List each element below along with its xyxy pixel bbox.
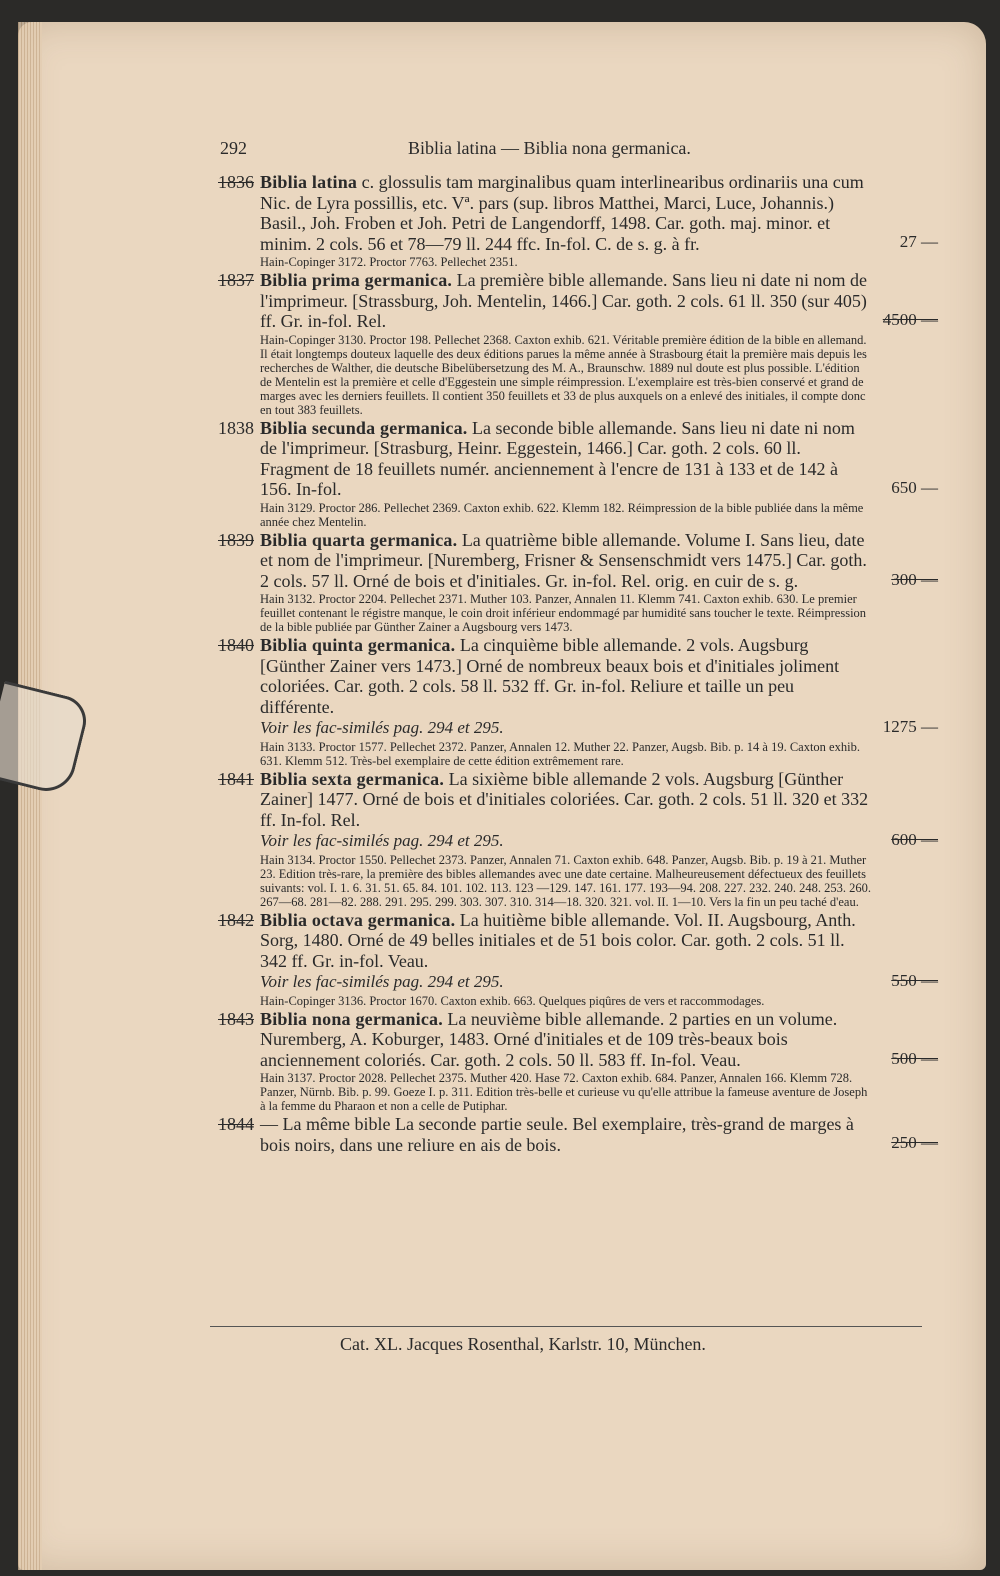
entry-number: 1840 <box>218 635 254 655</box>
entry-description: La sixième bible allemande 2 vols. Augsburg [Günther Zainer] 1477. Orné de bois et d'initiales coloriées. Car. goth. 2 cols. 51 ll. 320 et 332 ff. In-fol. Rel. <box>260 768 869 830</box>
entry-number: 1841 <box>218 768 254 789</box>
catalog-entry <box>218 1009 938 1114</box>
entry-price: 300 — <box>891 569 938 589</box>
entry-title: Biblia sexta germanica. <box>260 768 445 789</box>
catalog-entry <box>218 418 938 529</box>
entry-title: Biblia secunda germanica. <box>260 417 468 438</box>
catalog-entry <box>218 769 938 909</box>
entry-title: Biblia prima germanica. <box>260 270 453 290</box>
entry-number: 1843 <box>218 1008 254 1029</box>
entry-facsimile-note: Voir les fac-similés pag. 294 et 295. <box>260 831 504 850</box>
entry-title: Biblia quarta germanica. <box>260 529 458 550</box>
entry-price: 600 — <box>891 829 938 849</box>
entries-list <box>218 172 938 1155</box>
entry-text <box>260 418 872 500</box>
entry-number: 1842 <box>218 909 254 930</box>
entry-price: 250 — <box>891 1133 938 1152</box>
entry-references: Hain 3132. Proctor 2204. Pellechet 2371. Muther 103. Panzer, Annalen 11. Klemm 741. Caxton exhib. 630. Le premier feuillet contenant le régistre manque, le coin droit inférieur endommagé par humidité sans toucher le texte. Réimpression de la bible publiée par Günther Zainer a Augsbourg vers 1473. <box>260 592 867 634</box>
entry-references: Hain 3129. Proctor 286. Pellechet 2369. Caxton exhib. 622. Klemm 182. Réimpression de la bible publiée dans la même année chez Mentelin. <box>260 500 864 529</box>
entry-text <box>260 635 872 739</box>
entry-description: c. glossulis tam marginalibus quam interlinearibus ordinariis una cum Nic. de Lyra possillis, etc. Vª. pars (sup. libros Matthei, Marci, Luce, Johannis.) Basil., Joh. Froben et Joh. Petri de Langendorff, 1498. Car. goth. maj. minor. et minim. 2 cols. 56 et 78—79 ll. 244 ffc. In-fol. C. de s. g. à fr. <box>260 172 864 254</box>
entry-number: 1838 <box>218 417 254 438</box>
entry-title: Biblia latina <box>260 172 358 192</box>
page-footer: Cat. XL. Jacques Rosenthal, Karlstr. 10, München. <box>340 1334 706 1354</box>
entry-number: 1836 <box>218 172 254 192</box>
footer-rule <box>210 1326 922 1327</box>
running-title: Biblia latina — Biblia nona germanica. <box>408 138 691 158</box>
entry-references: Hain 3133. Proctor 1577. Pellechet 2372. Panzer, Annalen 12. Muther 22. Panzer, Augsb. Bib. p. 14 à 19. Caxton exhib. 631. Klemm 512. Très-bel exemplaire de cette édition extrêmement rare. <box>260 739 860 768</box>
entry-text <box>260 910 872 993</box>
entry-references: Hain-Copinger 3130. Proctor 198. Pellechet 2368. Caxton exhib. 621. Véritable première édition de la bible en allemand. Il était longtemps douteux laquelle des deux éditions parues la même année à Strasbourg était la première mais depuis les recherches de Walther, die deutsche Bibelübersetzung des M. A., Braunschw. 1889 nul doute est plus possible. L'édition de Mentelin est la première et celle d'Eggestein une simple réimpression. L'exemplaire est très-bien conservé et grand de marges avec les derniers feuillets. Il contient 350 feuillets et 33 de plus auxquels on a enlevé des initiales, il compte donc en tout 383 feuillets. <box>260 332 867 417</box>
entry-text <box>260 172 872 254</box>
running-header <box>218 138 938 172</box>
catalog-entry <box>218 270 938 417</box>
entry-number: 1837 <box>218 270 254 290</box>
entry-price: 500 — <box>891 1048 938 1068</box>
entry-price: 550 — <box>891 970 938 990</box>
entry-title: Biblia quinta germanica. <box>260 635 456 655</box>
page-number: 292 <box>220 138 247 158</box>
catalog-entry <box>218 635 938 768</box>
entry-text <box>260 1114 872 1155</box>
catalog-entry <box>218 1114 938 1155</box>
entry-title: Biblia octava germanica. <box>260 909 456 930</box>
entry-description: La huitième bible allemande. Vol. II. Augsbourg, Anth. Sorg, 1480. Orné de 49 belles initiales et de 51 bois color. Car. goth. 2 cols. 51 ll. 342 ff. Gr. in-fol. Veau. <box>260 909 856 971</box>
entry-number: 1839 <box>218 529 254 550</box>
entry-text <box>260 769 872 852</box>
catalog-entry <box>218 910 938 1008</box>
entry-facsimile-note: Voir les fac-similés pag. 294 et 295. <box>260 972 504 991</box>
entry-text <box>260 530 872 592</box>
entry-price: 27 — <box>899 232 938 251</box>
entry-text <box>260 270 872 332</box>
catalog-entry <box>218 530 938 635</box>
entry-references: Hain 3137. Proctor 2028. Pellechet 2375. Muther 420. Hase 72. Caxton exhib. 684. Panzer, Annalen 166. Klemm 728. Panzer, Nürnb. Bib. p. 99. Goeze I. p. 311. Edition très-belle et curieuse vu qu'elle attribue la fameuse aventure de Joseph à la femme du Pharaon et non a celle de Putiphar. <box>260 1071 868 1113</box>
page-content <box>218 138 938 1156</box>
entry-price: 1275 — <box>882 717 938 736</box>
entry-facsimile-note: Voir les fac-similés pag. 294 et 295. <box>260 718 504 737</box>
entry-description: La quatrième bible allemande. Volume I. Sans lieu, date et nom de l'imprimeur. [Nuremberg, Frisner & Sensenschmidt vers 1475.] Car. goth. 2 cols. 57 ll. Orné de bois et d'initiales. Gr. in-fol. Rel. orig. en cuir de s. g. <box>260 529 867 591</box>
entry-description: — La même bible La seconde partie seule. Bel exemplaire, très-grand de marges à bois noirs, dans une reliure en ais de bois. <box>260 1114 854 1155</box>
entry-number: 1844 <box>218 1114 254 1134</box>
entry-references: Hain-Copinger 3172. Proctor 7763. Pellechet 2351. <box>260 255 518 269</box>
entry-references: Hain-Copinger 3136. Proctor 1670. Caxton exhib. 663. Quelques piqûres de vers et raccommodages. <box>260 993 765 1008</box>
entry-description: La neuvième bible allemande. 2 parties en un volume. Nuremberg, A. Koburger, 1483. Orné d'initiales et de 109 très-beaux bois anciennement coloriés. Car. goth. 2 cols. 50 ll. 583 ff. In-fol. Veau. <box>260 1008 838 1070</box>
entry-text <box>260 1009 872 1071</box>
page-edges <box>18 22 42 1570</box>
catalog-entry <box>218 172 938 269</box>
entry-price: 4500 — <box>882 310 938 329</box>
entry-description: La cinquième bible allemande. 2 vols. Augsburg [Günther Zainer vers 1473.] Orné de nombreux beaux bois et d'initiales joliment coloriées. Car. goth. 2 cols. 58 ll. 532 ff. Gr. in-fol. Reliure et taille un peu différente. <box>260 635 840 717</box>
entry-title: Biblia nona germanica. <box>260 1008 443 1029</box>
entry-description: La seconde bible allemande. Sans lieu ni date ni nom de l'imprimeur. [Strasburg, Heinr. Eggestein, 1466.] Car. goth. 2 cols. 60 ll. Fragment de 18 feuillets numér. anciennement à l'encre de 131 à 133 et de 142 à 156. In-fol. <box>260 417 855 499</box>
entry-description: La première bible allemande. Sans lieu ni date ni nom de l'imprimeur. [Strassburg, Joh. Mentelin, 1466.] Car. goth. 2 cols. 61 ll. 350 (sur 405) ff. Gr. in-fol. Rel. <box>260 270 867 331</box>
entry-references: Hain 3134. Proctor 1550. Pellechet 2373. Panzer, Annalen 71. Caxton exhib. 648. Panzer, Augsb. Bib. p. 19 à 21. Muther 23. Edition très-rare, la première des bibles allemandes avec une date certaine. Malheureusement défectueux des feuillets suivants: vol. I. 1. 6. 31. 51. 65. 84. 101. 102. 113. 123 —129. 147. 161. 177. 193—94. 208. 227. 232. 240. 248. 253. 260. 267—68. 281—82. 288. 291. 295. 299. 303. 307. 310. 314—18. 320. 321. vol. II. 1—10. Vers la fin un peu taché d'eau. <box>260 852 871 909</box>
entry-price: 650 — <box>891 477 938 497</box>
